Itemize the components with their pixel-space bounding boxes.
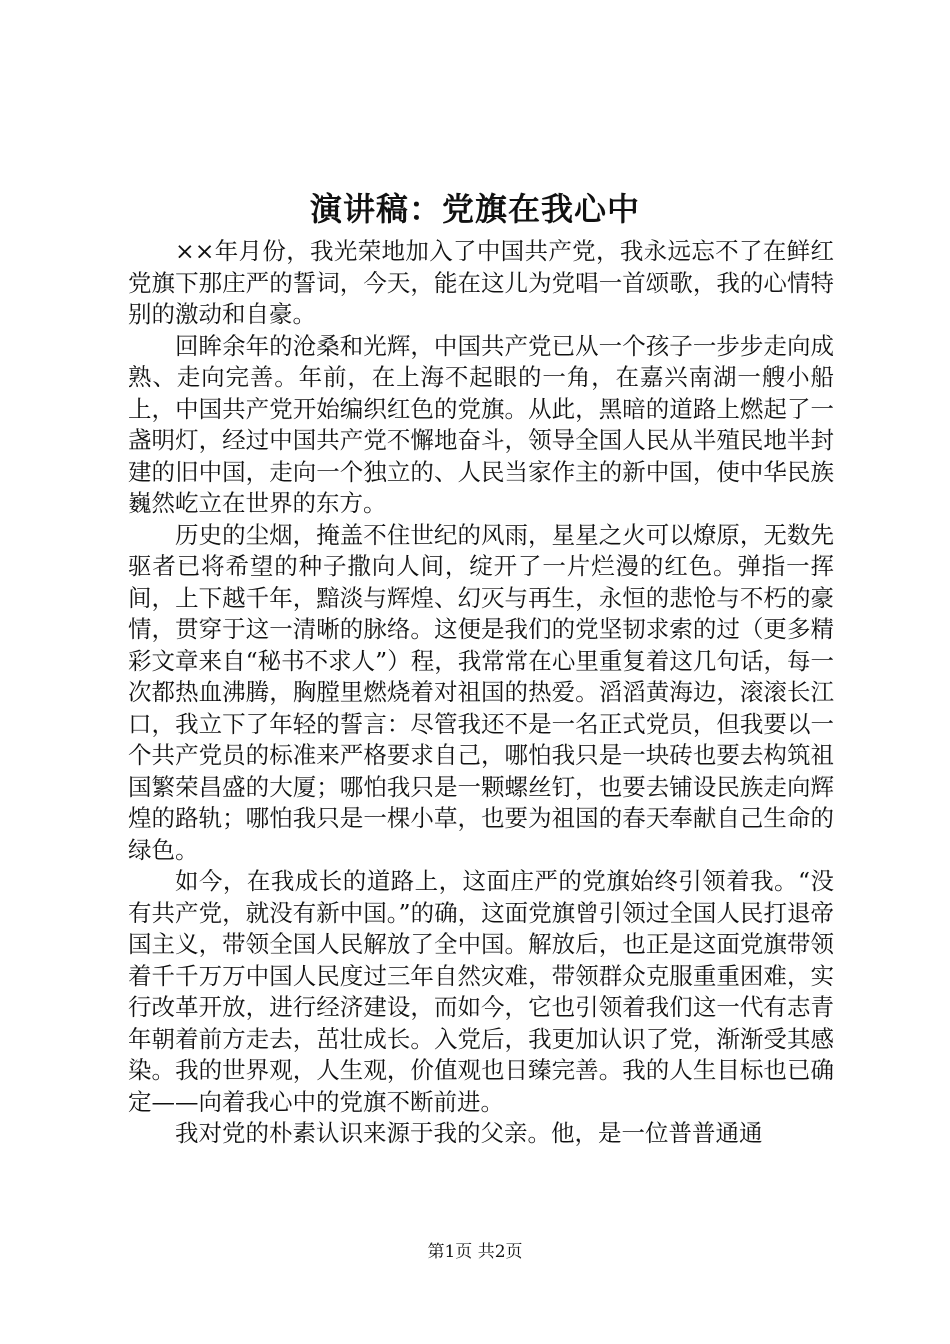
paragraph: 历史的尘烟，掩盖不住世纪的风雨，星星之火可以燎原，无数先驱者已将希望的种子撒向人间，绽开了一片烂漫的红色。弹指一挥间，上下越千年，黯淡与辉煌、幻灭与再生，永恒的悲怆与不朽的豪情，贯穿于这一清晰的脉络。这便是我们的党坚韧求索的过（更多精彩文章来自“秘书不求人”）程，我常常在心里重复着这几句话，每一次都热血沸腾，胸膛里燃烧着对祖国的热爱。滔滔黄海边，滚滚长江口，我立下了年轻的誓言：尽管我还不是一名正式党员，但我要以一个共产党员的标准来严格要求自己，哪怕我只是一块砖也要去构筑祖国繁荣昌盛的大厦；哪怕我只是一颗螺丝钉，也要去铺设民族走向辉煌的路轨；哪怕我只是一棵小草，也要为祖国的春天奉献自己生命的绿色。 — [128, 520, 834, 864]
document-title: 演讲稿：党旗在我心中 — [309, 190, 640, 228]
paragraph: 回眸余年的沧桑和光辉，中国共产党已从一个孩子一步步走向成熟、走向完善。年前，在上海不起眼的一角，在嘉兴南湖一艘小船上，中国共产党开始编织红色的党旗。从此，黑暗的道路上燃起了一盏明灯，经过中国共产党不懈地奋斗，领导全国人民从半殖民地半封建的旧中国，走向一个独立的、人民当家作主的新中国，使中华民族巍然屹立在世界的东方。 — [128, 331, 834, 517]
paragraph: ××年月份，我光荣地加入了中国共产党，我永远忘不了在鲜红党旗下那庄严的誓词，今天，能在这儿为党唱一首颂歌，我的心情特别的激动和自豪。 — [128, 237, 834, 328]
page-number-footer: 第1页 共2页 — [427, 1242, 523, 1262]
document-body — [128, 236, 834, 1150]
paragraph: 我对党的朴素认识来源于我的父亲。他，是一位普普通通 — [175, 1119, 763, 1147]
paragraph: 如今，在我成长的道路上，这面庄严的党旗始终引领着我。“没有共产党，就没有新中国。”的确，这面党旗曾引领过全国人民打退帝国主义，带领全国人民解放了全中国。解放后，也正是这面党旗带领着千千万万中国人民度过三年自然灾难，带领群众克服重重困难，实行改革开放，进行经济建设，而如今，它也引领着我们这一代有志青年朝着前方走去，茁壮成长。入党后，我更加认识了党，渐渐受其感染。我的世界观，人生观，价值观也日臻完善。我的人生目标也已确定——向着我心中的党旗不断前进。 — [128, 867, 834, 1116]
